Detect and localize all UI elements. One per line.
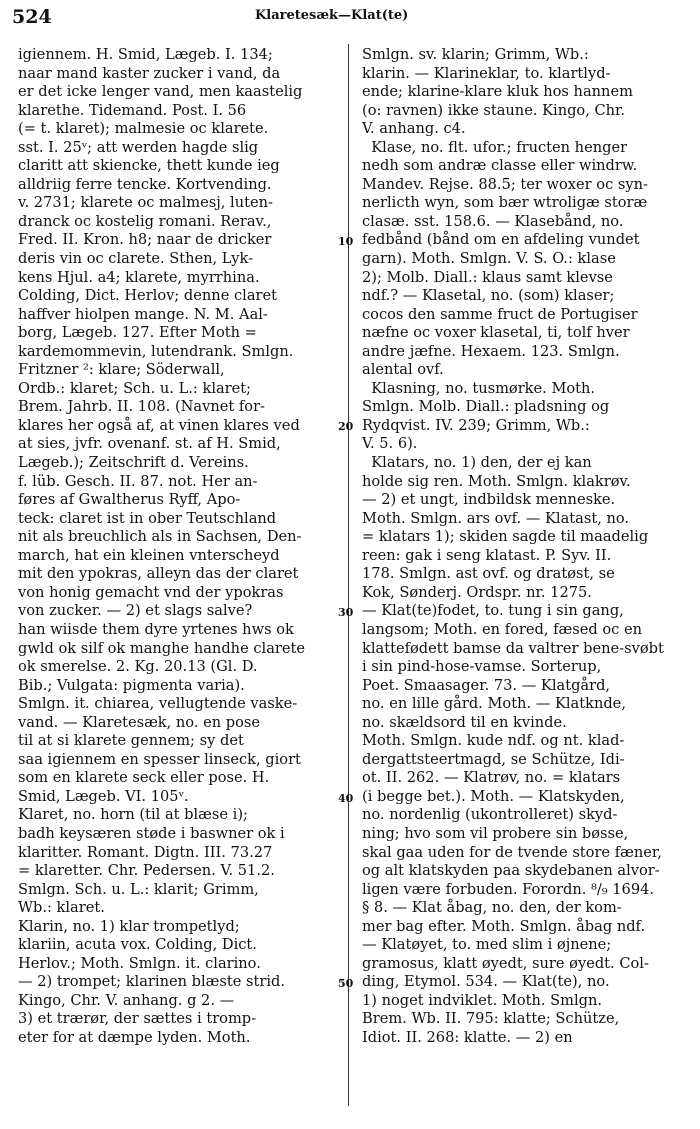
right-column-line: mer bag efter. Moth. Smlgn. åbag ndf. [362,917,646,935]
left-column-line: kardemommevin, lutendrank. Smlgn. [18,342,294,360]
right-column-line: klarin. — Klarineklar, to. klartlyd- [362,64,611,82]
right-column-line: Brem. Wb. II. 795: klatte; Schütze, [362,1010,620,1028]
right-column-line: dergattsteertmagd, se Schütze, Idi- [362,750,625,768]
left-column-line: v. 2731; klarete oc malmesj, luten- [18,194,273,212]
left-column-line: von zucker. — 2) et slags salve? [18,602,253,620]
right-column-line: ndf.? — Klasetal, no. (som) klaser; [362,287,615,305]
right-column-line: clasæ. sst. 158.6. — Klasebånd, no. [362,212,624,230]
left-column-line: 3) et trærør, der sættes i tromp- [18,1010,257,1028]
left-column-line: klariin, acuta vox. Colding, Dict. [18,936,257,954]
right-column-line: cocos den samme fruct de Portugiser [362,305,638,323]
left-column-line: claritt att skiencke, thett kunde ieg [18,157,280,175]
left-column-line: Klaret, no. horn (til at blæse i); [18,806,248,824]
right-column-line: — Klatøyet, to. med slim i øjnene; [362,936,612,954]
right-column-line: V. 5. 6). [362,435,418,453]
right-column-line: § 8. — Klat åbag, no. den, der kom- [362,899,622,917]
left-column-line: til at si klarete gennem; sy det [18,732,244,750]
left-column-line: er det icke lenger vand, men kaastelig [18,83,303,101]
left-column-line: = klaretter. Chr. Pedersen. V. 51.2. [18,862,275,880]
left-column-line: alldriig ferre tencke. Kortvending. [18,175,272,193]
left-column-line: klaritter. Romant. Digtn. III. 73.27 [18,843,273,861]
left-column-line: gwld ok silf ok manghe handhe clarete [18,639,306,657]
right-column-line: — 2) et ungt, indbildsk menneske. [362,491,616,509]
right-column-line: Smlgn. sv. klarin; Grimm, Wb.: [362,46,589,63]
right-column-line: 178. Smlgn. ast ovf. og dratøst, se [362,565,615,583]
right-column-line: og alt klatskyden paa skydebanen alvor- [362,862,660,880]
right-column-line: garn). Moth. Smlgn. V. S. O.: klase [362,250,616,268]
right-column-line: 2); Molb. Diall.: klaus samt klevse [362,268,613,286]
right-column-line: nerlicth wyn, som bær wtroligæ storæ [362,194,648,212]
left-column-line: Ordb.: klaret; Sch. u. L.: klaret; [18,379,252,397]
left-column-line: Lægeb.); Zeitschrift d. Vereins. [18,454,249,472]
right-column-line: næfne oc voxer klasetal, ti, tolf hver [362,324,630,342]
right-column-line: no. en lille gård. Moth. — Klatknde, [362,695,626,713]
right-column-line: V. anhang. c4. [362,120,466,138]
line-number-10: 10 [338,235,354,248]
right-column-line: klattefødett bamse da valtrer bene-svøbt [362,639,664,657]
right-column-line: (o: ravnen) ikke staune. Kingo, Chr. [362,101,626,119]
left-column-line: von honig gemacht vnd der ypokras [18,583,284,601]
left-column-line: ok smerelse. 2. Kg. 20.13 (Gl. D. [18,658,258,676]
left-column-line: Kingo, Chr. V. anhang. g 2. — [18,991,235,1009]
right-column-line: andre jæfne. Hexaem. 123. Smlgn. [362,342,620,360]
left-column-line: haffver hiolpen mange. N. M. Aal- [18,305,268,323]
right-column-line: gramosus, klatt øyedt, sure øyedt. Col- [362,954,649,972]
left-column-line: vand. — Klaretesæk, no. en pose [18,713,261,731]
left-column-line: føres af Gwaltherus Ryff, Apo- [18,491,241,509]
left-column-line: Bib.; Vulgata: pigmenta varia). [18,676,245,694]
right-column-line: Klatars, no. 1) den, der ej kan [362,454,592,472]
right-column-line: skal gaa uden for de tvende store fæner, [362,843,662,861]
left-column-line: Fritzner ²: klare; Söderwall, [18,361,225,379]
right-column-line: Klasning, no. tusmørke. Moth. [362,379,596,397]
right-column-line: (i begge bet.). Moth. — Klatskyden, [362,787,625,805]
right-column [362,46,690,1048]
right-column-line: Moth. Smlgn. ars ovf. — Klatast, no. [362,509,630,527]
left-column-line: at sies, jvfr. ovenanf. st. af H. Smid, [18,435,281,453]
left-column-line: borg, Lægeb. 127. Efter Moth = [18,324,257,342]
line-number-50: 50 [338,977,354,990]
left-column-line: saa igiennem en spesser linseck, giort [18,750,301,768]
left-column-line: Smlgn. Sch. u. L.: klarit; Grimm, [18,880,259,898]
right-column-line: alental ovf. [362,361,444,379]
right-column-line: ot. II. 262. — Klatrøv, no. = klatars [362,769,621,787]
right-column-line: Rydqvist. IV. 239; Grimm, Wb.: [362,416,590,434]
running-title: Klaretesæk—Klat(te) [255,8,409,23]
left-column-line: Colding, Dict. Herlov; denne claret [18,287,277,305]
left-column-line: f. lüb. Gesch. II. 87. not. Her an- [18,472,258,490]
right-column-line: Kok, Sønderj. Ordspr. nr. 1275. [362,583,592,601]
left-column-line: dranck oc kostelig romani. Rerav., [18,212,272,230]
left-column-line: deris vin oc clarete. Sthen, Lyk- [18,250,254,268]
right-column-line: Moth. Smlgn. kude ndf. og nt. klad- [362,732,625,750]
right-column-line: Mandev. Rejse. 88.5; ter woxer oc syn- [362,175,648,193]
left-column-line: nit als breuchlich als in Sachsen, Den- [18,528,302,546]
right-column-line: ding, Etymol. 534. — Klat(te), no. [362,973,610,991]
left-column-line: naar mand kaster zucker i vand, da [18,64,281,82]
right-column-line: no. skældsord til en kvinde. [362,713,567,731]
right-column-line: no. nordenlig (ukontrolleret) skyd- [362,806,618,824]
right-column-line: fedbånd (bånd om en afdeling vundet [362,231,640,249]
left-column-line: klarethe. Tidemand. Post. I. 56 [18,101,247,119]
left-column-line: — 2) trompet; klarinen blæste strid. [18,973,285,991]
line-number-20: 20 [338,420,354,433]
right-column-line: ligen være forbuden. Forordn. ⁸/₉ 1694. [362,880,655,898]
right-column-line: langsom; Moth. en fored, fæsed oc en [362,620,643,638]
right-column-line: ning; hvo som vil probere sin bøsse, [362,824,629,842]
left-column-line: Smid, Lægeb. VI. 105ᵛ. [18,787,189,805]
right-column-line: ende; klarine-klare kluk hos hannem [362,83,633,101]
left-column-line: badh keysæren støde i baswner ok i [18,824,285,842]
left-column-line: klares her også af, at vinen klares ved [18,416,300,434]
left-column-line: eter for at dæmpe lyden. Moth. [18,1028,251,1046]
right-column-line: Poet. Smaasager. 73. — Klatgård, [362,676,611,694]
column-divider [348,44,349,1106]
right-column-line: reen: gak i seng klatast. P. Syv. II. [362,546,612,564]
left-column-line: Brem. Jahrb. II. 108. (Navnet for- [18,398,265,416]
left-column-line: Fred. II. Kron. h8; naar de dricker [18,231,272,249]
left-column-line: igiennem. H. Smid, Lægeb. I. 134; [18,46,273,63]
right-column-line: — Klat(te)fodet, to. tung i sin gang, [362,602,624,620]
right-column-line: 1) noget indviklet. Moth. Smlgn. [362,991,603,1009]
line-number-30: 30 [338,606,354,619]
left-column-line: (= t. klaret); malmesie oc klarete. [18,120,269,138]
left-column-line: Smlgn. it. chiarea, vellugtende vaske- [18,695,298,713]
left-column-line: teck: claret ist in ober Teutschland [18,509,277,527]
right-column-line: Klase, no. flt. ufor.; fructen henger [362,138,628,156]
left-column-line: Klarin, no. 1) klar trompetlyd; [18,917,240,935]
left-column-line: Wb.: klaret. [18,899,105,917]
right-column-line: Smlgn. Molb. Diall.: pladsning og [362,398,610,416]
page-number: 524 [12,6,52,28]
right-column-line: Idiot. II. 268: klatte. — 2) en [362,1028,573,1046]
left-column-line: mit den ypokras, alleyn das der claret [18,565,299,583]
right-column-line: holde sig ren. Moth. Smlgn. klakrøv. [362,472,631,490]
left-column-line: march, hat ein kleinen vnterscheyd [18,546,280,564]
left-column [18,46,338,1048]
line-number-40: 40 [338,792,354,805]
left-column-line: Herlov.; Moth. Smlgn. it. clarino. [18,954,261,972]
left-column-line: sst. I. 25ᵛ; att werden hagde slig [18,138,259,156]
left-column-line: som en klarete seck eller pose. H. [18,769,270,787]
left-column-line: kens Hjul. a4; klarete, myrrhina. [18,268,260,286]
right-column-line: = klatars 1); skiden sagde til maadelig [362,528,649,546]
right-column-line: i sin pind-hose-vamse. Sorterup, [362,658,602,676]
left-column-line: han wiisde them dyre yrtenes hws ok [18,620,294,638]
right-column-line: nedh som andræ classe eller windrw. [362,157,638,175]
